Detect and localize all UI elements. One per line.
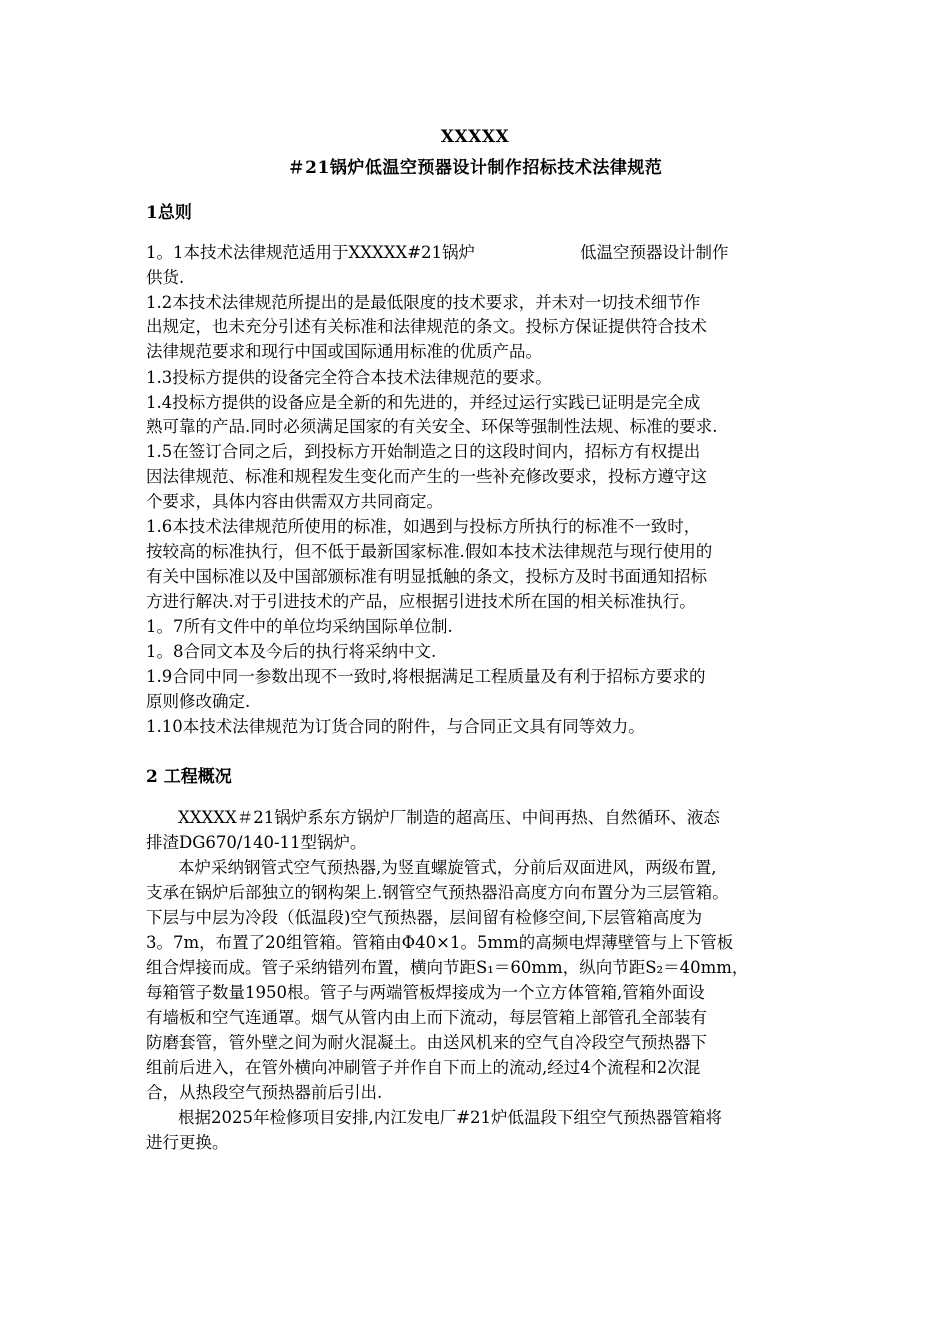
paragraph-line: 进行更换。 bbox=[146, 1133, 229, 1152]
paragraph-line: 1.2本技术法律规范所提出的是最低限度的技术要求，并未对一切技术细节作 bbox=[146, 293, 701, 312]
paragraph-line: 1.4投标方提供的设备应是全新的和先进的，并经过运行实践已证明是完全成 bbox=[146, 393, 701, 412]
paragraph-line: 1.5在签订合同之后，到投标方开始制造之日的这段时间内，招标方有权提出 bbox=[146, 442, 701, 461]
paragraph-line: 下层与中层为冷段（低温段)空气预热器，层间留有检修空间,下层管箱高度为 bbox=[146, 908, 703, 927]
paragraph-line: 1。1本技术法律规范适用于XXXXX#21锅炉 低温空预器设计制作 bbox=[146, 243, 729, 262]
paragraph-line: 有关中国标准以及中国部颁标准有明显抵触的条文，投标方及时书面通知招标 bbox=[146, 567, 707, 586]
paragraph-line: 合，从热段空气预热器前后引出. bbox=[146, 1083, 383, 1102]
paragraph-line: 组前后进入，在管外横向冲刷管子并作自下而上的流动,经过4个流程和2次混 bbox=[146, 1058, 701, 1077]
paragraph-line: 3。7m，布置了20组管箱。管箱由Φ40×1。5mm的高频电焊薄壁管与上下管板 bbox=[146, 933, 734, 952]
paragraph-line: 法律规范要求和现行中国或国际通用标准的优质产品。 bbox=[146, 342, 542, 361]
paragraph-line: 熟可靠的产品.同时必须满足国家的有关安全、环保等强制性法规、标准的要求. bbox=[146, 417, 718, 436]
paragraph-line: 按较高的标准执行，但不低于最新国家标准.假如本技术法律规范与现行使用的 bbox=[146, 542, 713, 561]
document-title-company: XXXXX bbox=[440, 127, 510, 147]
paragraph-line: 1.9合同中同一参数出现不一致时,将根据满足工程质量及有利于招标方要求的 bbox=[146, 667, 706, 686]
paragraph-line: 排渣DG670/140-11型锅炉。 bbox=[146, 833, 367, 852]
paragraph-line: 因法律规范、标准和规程发生变化而产生的一些补充修改要求，投标方遵守这 bbox=[146, 467, 707, 486]
paragraph-line: 原则修改确定. bbox=[146, 692, 251, 711]
paragraph-line: 1。8合同文本及今后的执行将采纳中文. bbox=[146, 642, 437, 661]
paragraph-line: 1.6本技术法律规范所使用的标准，如遇到与投标方所执行的标准不一致时， bbox=[146, 517, 701, 536]
paragraph-line: 有墙板和空气连通罩。烟气从管内由上而下流动，每层管箱上部管孔全部装有 bbox=[146, 1008, 707, 1027]
paragraph-line: 供货. bbox=[146, 268, 185, 287]
section-2-heading: 2 工程概况 bbox=[146, 767, 232, 787]
paragraph-line: 每箱管子数量1950根。管子与两端管板焊接成为一个立方体管箱,管箱外面设 bbox=[146, 983, 705, 1002]
paragraph-line: XXXXX＃21锅炉系东方锅炉厂制造的超高压、中间再热、自然循环、液态 bbox=[178, 808, 720, 827]
paragraph-line: 1.3投标方提供的设备完全符合本技术法律规范的要求。 bbox=[146, 368, 552, 387]
paragraph-line: 方进行解决.对于引进技术的产品，应根据引进技术所在国的相关标准执行。 bbox=[146, 592, 696, 611]
paragraph-line: 1。7所有文件中的单位均采纳国际单位制. bbox=[146, 617, 453, 636]
paragraph-line: 1.10本技术法律规范为订货合同的附件，与合同正文具有同等效力。 bbox=[146, 717, 645, 736]
section-1-heading: 1总则 bbox=[146, 203, 192, 223]
paragraph-line: 个要求，具体内容由供需双方共同商定。 bbox=[146, 492, 443, 511]
paragraph-line: 本炉采纳钢管式空气预热器,为竖直螺旋管式，分前后双面进风，两级布置, bbox=[178, 858, 717, 877]
paragraph-line: 支承在锅炉后部独立的钢构架上.钢管空气预热器沿高度方向布置分为三层管箱。 bbox=[146, 883, 729, 902]
document-title: ＃21锅炉低温空预器设计制作招标技术法律规范 bbox=[287, 158, 663, 178]
paragraph-line: 根据2025年检修项目安排,内江发电厂#21炉低温段下组空气预热器管箱将 bbox=[178, 1108, 723, 1127]
paragraph-line: 防磨套管，管外壁之间为耐火混凝土。由送风机来的空气自冷段空气预热器下 bbox=[146, 1033, 707, 1052]
paragraph-line: 出规定，也未充分引述有关标准和法律规范的条文。投标方保证提供符合技术 bbox=[146, 317, 707, 336]
paragraph-line: 组合焊接而成。管子采纳错列布置，横向节距S₁＝60mm，纵向节距S₂＝40mm， bbox=[146, 958, 749, 977]
